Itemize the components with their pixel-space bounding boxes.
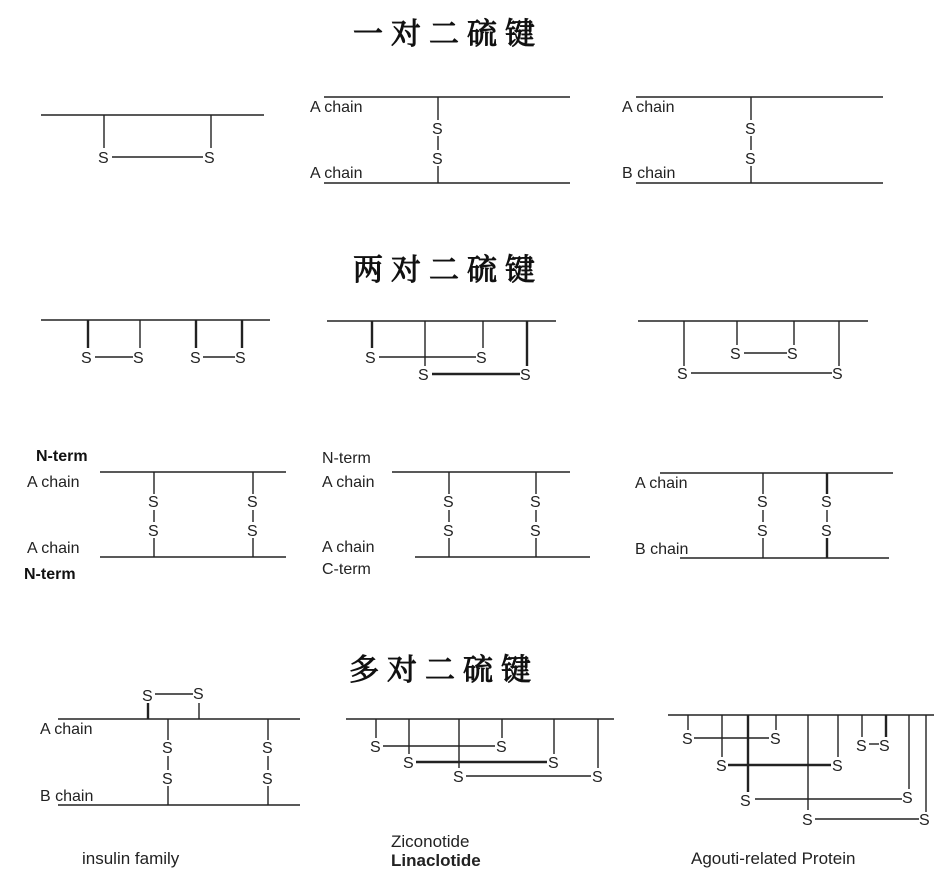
sulfur-label: S (919, 812, 930, 829)
sulfur-label: S (821, 494, 832, 511)
diagram-two-pairs-heterodimer (635, 473, 893, 558)
sulfur-label: S (204, 150, 215, 167)
n-term-label: N-term (24, 566, 76, 583)
sulfur-label: S (548, 755, 559, 772)
sulfur-label: S (802, 812, 813, 829)
a-chain-label: A chain (27, 474, 80, 491)
sulfur-label: S (879, 738, 890, 755)
sulfur-label: S (787, 346, 798, 363)
sulfur-label: S (832, 758, 843, 775)
a-chain-label: A chain (635, 475, 688, 492)
b-chain-label: B chain (635, 541, 689, 558)
c-term-label: C-term (322, 561, 371, 578)
n-term-label: N-term (36, 448, 88, 465)
diagram-two-pairs-interleaved (327, 321, 556, 384)
a-chain-label: A chain (622, 99, 675, 116)
a-chain-label: A chain (27, 540, 80, 557)
diagram-agouti-related-protein (668, 715, 934, 829)
caption-ziconotide: Ziconotide (391, 832, 470, 851)
section-title-one-pair: 一对二硫键 (353, 17, 543, 52)
sulfur-label: S (740, 793, 751, 810)
sulfur-label: S (193, 686, 204, 703)
caption-insulin-family: insulin family (82, 849, 180, 868)
diagram-two-pairs-parallel-dimer (24, 448, 286, 583)
sulfur-label: S (770, 731, 781, 748)
sulfur-label: S (592, 769, 603, 786)
sulfur-label: S (262, 771, 273, 788)
sulfur-label: S (418, 367, 429, 384)
sulfur-label: S (247, 494, 258, 511)
caption-linaclotide: Linaclotide (391, 851, 481, 870)
sulfur-label: S (757, 523, 768, 540)
section-title-multiple-pairs: 多对二硫键 (349, 653, 539, 688)
a-chain-label: A chain (310, 165, 363, 182)
a-chain-label: A chain (40, 721, 93, 738)
sulfur-label: S (162, 771, 173, 788)
sulfur-label: S (403, 755, 414, 772)
sulfur-label: S (142, 688, 153, 705)
diagram-two-pairs-sequential (41, 320, 270, 367)
sulfur-label: S (677, 366, 688, 383)
sulfur-label: S (262, 740, 273, 757)
a-chain-label: A chain (322, 539, 375, 556)
b-chain-label: B chain (40, 788, 94, 805)
sulfur-label: S (730, 346, 741, 363)
sulfur-label: S (821, 523, 832, 540)
caption-agouti-related-protein: Agouti-related Protein (691, 849, 856, 868)
sulfur-label: S (443, 523, 454, 540)
sulfur-label: S (162, 740, 173, 757)
diagram-two-pairs-antiparallel-dimer (322, 450, 590, 578)
sulfur-label: S (757, 494, 768, 511)
a-chain-label: A chain (322, 474, 375, 491)
diagram-one-pair-intrachain (41, 115, 264, 167)
sulfur-label: S (365, 350, 376, 367)
sulfur-label: S (745, 151, 756, 168)
sulfur-label: S (432, 121, 443, 138)
sulfur-label: S (716, 758, 727, 775)
sulfur-label: S (133, 350, 144, 367)
sulfur-label: S (520, 367, 531, 384)
sulfur-label: S (453, 769, 464, 786)
sulfur-label: S (476, 350, 487, 367)
diagram-insulin-family (40, 686, 300, 805)
a-chain-label: A chain (310, 99, 363, 116)
section-title-two-pairs: 两对二硫键 (353, 253, 543, 288)
sulfur-label: S (247, 523, 258, 540)
sulfur-label: S (745, 121, 756, 138)
sulfur-label: S (81, 350, 92, 367)
sulfur-label: S (98, 150, 109, 167)
sulfur-label: S (832, 366, 843, 383)
sulfur-label: S (148, 523, 159, 540)
n-term-label: N-term (322, 450, 371, 467)
sulfur-label: S (190, 350, 201, 367)
sulfur-label: S (148, 494, 159, 511)
sulfur-label: S (443, 494, 454, 511)
sulfur-label: S (682, 731, 693, 748)
b-chain-label: B chain (622, 165, 676, 182)
sulfur-label: S (235, 350, 246, 367)
diagram-ziconotide-linaclotide (346, 719, 614, 786)
sulfur-label: S (530, 523, 541, 540)
sulfur-label: S (496, 739, 507, 756)
diagram-two-pairs-nested (638, 321, 868, 383)
sulfur-label: S (370, 739, 381, 756)
sulfur-label: S (856, 738, 867, 755)
sulfur-label: S (902, 790, 913, 807)
diagram-one-pair-heterodimer (622, 97, 883, 183)
sulfur-label: S (432, 151, 443, 168)
sulfur-label: S (530, 494, 541, 511)
diagram-one-pair-homodimer (310, 97, 570, 183)
